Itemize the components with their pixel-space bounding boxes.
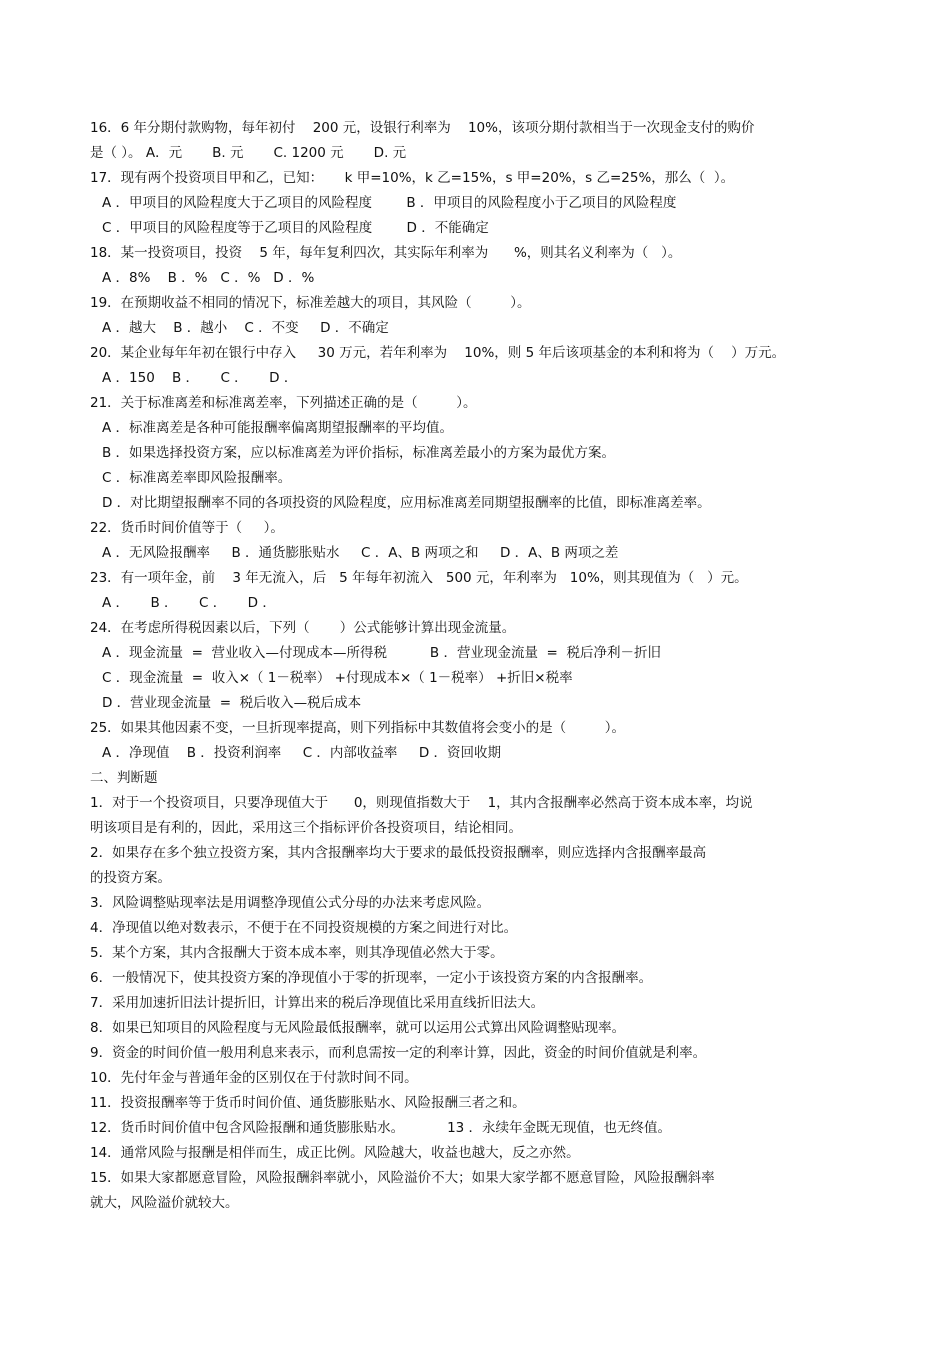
question-20: 20．某企业每年年初在银行中存入 30 万元，若年利率为 10%，则 5 年后该项基金的本利和将为（ ）万元。 [90, 345, 786, 361]
judgement-7: 7．采用加速折旧法计提折旧，计算出来的税后净现值比采用直线折旧法大。 [90, 995, 545, 1011]
question-24-option-d: D ．营业现金流量 = 税后收入—税后成本 [102, 695, 362, 711]
judgement-1-line-1: 1．对于一个投资项目，只要净现值大于 0，则现值指数大于 1，其内含报酬率必然高于资本成本率，均说 [90, 795, 753, 811]
question-17: 17．现有两个投资项目甲和乙，已知： k 甲=10%，k 乙=15%，s 甲=20%，s 乙=25%，那么（ ）。 [90, 170, 735, 186]
judgement-6: 6．一般情况下，使其投资方案的净现值小于零的折现率，一定小于该投资方案的内含报酬率。 [90, 970, 653, 986]
question-21-option-c: C ．标准离差率即风险报酬率。 [102, 470, 292, 486]
section-heading-judgement: 二、判断题 [90, 770, 158, 786]
judgement-15-line-1: 15．如果大家都愿意冒险，风险报酬斜率就小，风险溢价不大；如果大家学都不愿意冒险，风险报酬斜率 [90, 1170, 715, 1186]
judgement-11: 11．投资报酬率等于货币时间价值、通货膨胀贴水、风险报酬三者之和。 [90, 1095, 526, 1111]
judgement-12-13: 12．货币时间价值中包含风险报酬和通货膨胀贴水。 13 ．永续年金既无现值，也无终值。 [90, 1120, 672, 1136]
judgement-14: 14．通常风险与报酬是相伴而生，成正比例。风险越大，收益也越大，反之亦然。 [90, 1145, 580, 1161]
question-16-line-2: 是（ ）。 A．元 B. 元 C. 1200 元 D. 元 [90, 145, 407, 161]
question-22: 22．货币时间价值等于（ ）。 [90, 520, 284, 536]
question-22-options: A ．无风险报酬率 B ．通货膨胀贴水 C ．A、B 两项之和 D ．A、B 两项之差 [102, 545, 619, 561]
judgement-3: 3．风险调整贴现率法是用调整净现值公式分母的办法来考虑风险。 [90, 895, 491, 911]
judgement-15-line-2: 就大，风险溢价就较大。 [90, 1195, 239, 1211]
question-24: 24．在考虑所得税因素以后，下列（ ）公式能够计算出现金流量。 [90, 620, 516, 636]
question-23-options: A ． B ． C ． D ． [102, 595, 276, 611]
question-19-options: A ．越大 B ．越小 C ．不变 D ．不确定 [102, 320, 389, 336]
question-21: 21．关于标准离差和标准离差率，下列描述正确的是（ ）。 [90, 395, 477, 411]
question-24-options-ab: A ．现金流量 = 营业收入—付现成本—所得税 B ．营业现金流量 = 税后净利－折旧 [102, 645, 661, 661]
question-23: 23．有一项年金，前 3 年无流入，后 5 年每年初流入 500 元，年利率为 10%，则其现值为（ ）元。 [90, 570, 748, 586]
question-20-options: A ．150 B ． C ． D ． [102, 370, 298, 386]
judgement-1-line-2: 明该项目是有利的，因此，采用这三个指标评价各投资项目，结论相同。 [90, 820, 522, 836]
question-18: 18．某一投资项目，投资 5 年，每年复利四次，其实际年利率为 %，则其名义利率为（ ）。 [90, 245, 682, 261]
judgement-2-line-2: 的投资方案。 [90, 870, 171, 886]
question-18-options: A ．8% B ．% C ．% D ．% [102, 270, 315, 286]
question-21-option-d: D ．对比期望报酬率不同的各项投资的风险程度，应用标准离差同期望报酬率的比值，即标准离差率。 [102, 495, 711, 511]
judgement-5: 5．某个方案，其内含报酬大于资本成本率，则其净现值必然大于零。 [90, 945, 504, 961]
question-21-option-b: B ．如果选择投资方案，应以标准离差为评价指标，标准离差最小的方案为最优方案。 [102, 445, 616, 461]
judgement-9: 9．资金的时间价值一般用利息来表示，而利息需按一定的利率计算，因此，资金的时间价值就是利率。 [90, 1045, 707, 1061]
judgement-4: 4．净现值以绝对数表示，不便于在不同投资规模的方案之间进行对比。 [90, 920, 518, 936]
judgement-10: 10．先付年金与普通年金的区别仅在于付款时间不同。 [90, 1070, 418, 1086]
question-21-option-a: A ．标准离差是各种可能报酬率偏离期望报酬率的平均值。 [102, 420, 454, 436]
question-25: 25．如果其他因素不变，一旦折现率提高，则下列指标中其数值将会变小的是（ ）。 [90, 720, 626, 736]
question-24-option-c: C ．现金流量 = 收入×（ 1－税率） +付现成本×（ 1－税率） +折旧×税率 [102, 670, 573, 686]
question-17-options-ab: A ．甲项目的风险程度大于乙项目的风险程度 B ．甲项目的风险程度小于乙项目的风险程度 [102, 195, 677, 211]
question-16-line-1: 16．6 年分期付款购物，每年初付 200 元，设银行利率为 10%，该项分期付款相当于一次现金支付的购价 [90, 120, 755, 136]
question-25-options: A ．净现值 B ．投资利润率 C ．内部收益率 D ．资回收期 [102, 745, 502, 761]
judgement-8: 8．如果已知项目的风险程度与无风险最低报酬率，就可以运用公式算出风险调整贴现率。 [90, 1020, 626, 1036]
question-17-options-cd: C ．甲项目的风险程度等于乙项目的风险程度 D ．不能确定 [102, 220, 489, 236]
judgement-2-line-1: 2．如果存在多个独立投资方案，其内含报酬率均大于要求的最低投资报酬率，则应选择内含报酬率最高 [90, 845, 707, 861]
question-19: 19．在预期收益不相同的情况下，标准差越大的项目，其风险（ ）。 [90, 295, 531, 311]
